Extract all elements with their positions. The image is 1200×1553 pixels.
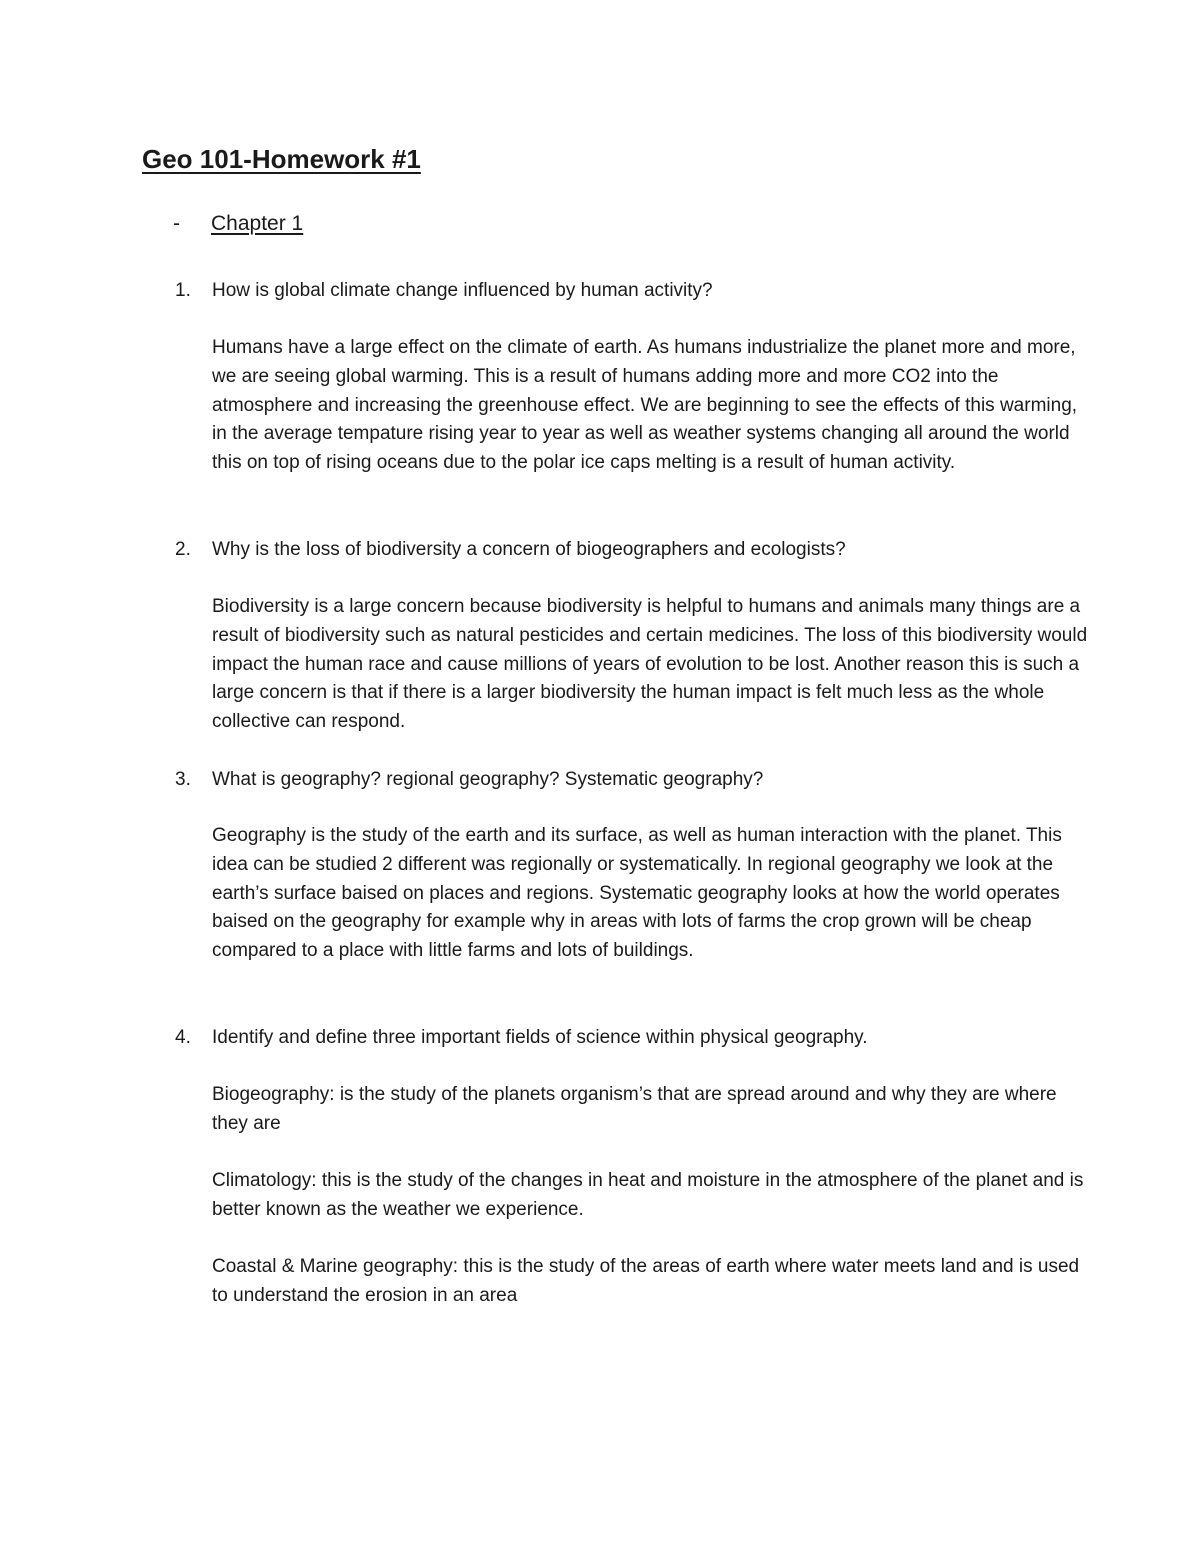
document-title: Geo 101-Homework #1 (142, 144, 421, 174)
chapter-heading (173, 212, 303, 236)
question-text: Identify and define three important fields of science within physical geography. (212, 1027, 868, 1048)
question-4 (175, 1024, 868, 1053)
question-text: Why is the loss of biodiversity a concern of biogeographers and ecologists? (212, 539, 846, 560)
answer-paragraph: Biodiversity is a large concern because biodiversity is helpful to humans and animals many things are a result of biodiversity such as natural pesticides and certain medicines. The loss of this biodiversity would impact the human race and cause millions of years of evolution to be lost. Another reason this is such a large concern is that if there is a larger biodiversity the human impact is felt much less as the whole collective can respond. (212, 596, 1088, 733)
question-number: 4. (175, 1027, 191, 1048)
question-number: 3. (175, 769, 191, 790)
answer-paragraph: Biogeography: is the study of the planets organism’s that are spread around and why they are where they are (212, 1084, 1057, 1134)
chapter-bullet: - (173, 212, 180, 235)
question-text: How is global climate change influenced by human activity? (212, 280, 713, 301)
answer-paragraph: Geography is the study of the earth and its surface, as well as human interaction with the planet. This idea can be studied 2 different was regionally or systematically. In regional geography we look at the earth’s surface baised on places and regions. Systematic geography looks at how the world operates baised on the geography for example why in areas with lots of farms the crop grown will be cheap compared to a place with little farms and lots of buildings. (212, 825, 1062, 962)
answer-2 (212, 593, 1092, 737)
question-text: What is geography? regional geography? Systematic geography? (212, 769, 764, 790)
question-2 (175, 536, 846, 565)
chapter-label: Chapter 1 (211, 212, 304, 235)
answer-4-biogeography (212, 1081, 1092, 1139)
question-number: 1. (175, 280, 191, 301)
answer-paragraph: Coastal & Marine geography: this is the study of the areas of earth where water meets land and is used to understand the erosion in an area (212, 1256, 1080, 1306)
answer-3 (212, 822, 1092, 966)
question-1 (175, 277, 713, 306)
answer-paragraph: Humans have a large effect on the climate of earth. As humans industrialize the planet more and more, we are seeing global warming. This is a result of humans adding more and more CO2 into the atmosphere and increasing the greenhouse effect. We are beginning to see the effects of this warming, in the average tempature rising year to year as well as weather systems changing all around the world this on top of rising oceans due to the polar ice caps melting is a result of human activity. (212, 337, 1078, 474)
question-number: 2. (175, 539, 191, 560)
answer-4-climatology (212, 1167, 1092, 1225)
answer-1 (212, 334, 1092, 478)
question-3 (175, 766, 763, 795)
answer-paragraph: Climatology: this is the study of the changes in heat and moisture in the atmosphere of the planet and is better known as the weather we experience. (212, 1170, 1084, 1220)
answer-4-coastal-marine (212, 1253, 1092, 1311)
